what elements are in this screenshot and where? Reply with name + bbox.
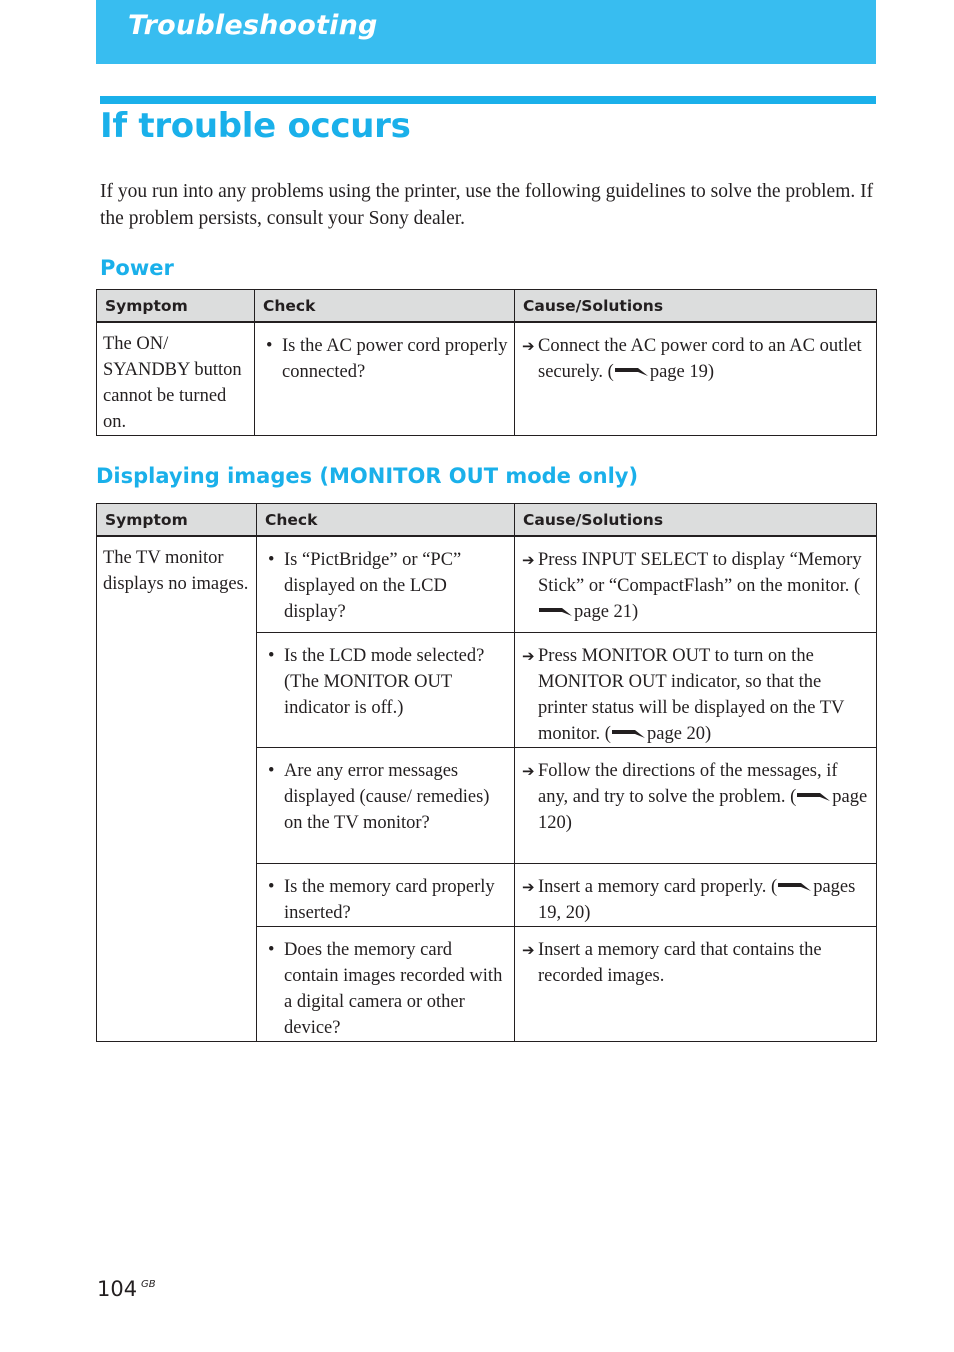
bullet-icon: • — [268, 939, 275, 960]
header-band — [96, 0, 876, 64]
solution-text: Insert a memory card properly. ( — [538, 876, 778, 897]
check-cell — [257, 632, 515, 747]
check-text: Is the memory card properly inserted? — [284, 876, 495, 923]
solution-cell — [515, 322, 877, 436]
check-text: Is the AC power cord properly connected? — [282, 336, 508, 382]
solution-cell — [515, 926, 877, 1041]
title-rule — [100, 96, 876, 104]
solution-text: Press MONITOR OUT to turn on the MONITOR OUT indicator, so that the printer status will be displayed on the TV monitor. ( — [538, 645, 845, 744]
section-header-title: Troubleshooting — [128, 10, 378, 41]
table-row — [97, 322, 877, 436]
intro-paragraph: If you run into any problems using the printer, use the following guidelines to solve the problem. If the problem persists, consult your Sony dealer. — [100, 181, 874, 229]
solution-cell — [515, 632, 877, 747]
column-header-check: Check — [255, 290, 515, 323]
power-table — [96, 289, 877, 436]
solution-text: Press INPUT SELECT to display “Memory Stick” or “CompactFlash” on the monitor. ( — [538, 550, 862, 596]
page-reference: page 19) — [649, 362, 715, 382]
bullet-icon: • — [268, 645, 275, 666]
solution-cell — [515, 747, 877, 863]
page-reference-icon — [614, 364, 650, 378]
page-reference: page 21) — [574, 602, 639, 622]
check-cell — [255, 322, 515, 436]
page-reference: pages 19, 20) — [538, 876, 856, 923]
page-title: If trouble occurs — [100, 106, 411, 146]
solution-text: Connect the AC power cord to an AC outlet securely. ( — [538, 336, 862, 382]
column-header-cause: Cause/Solutions — [515, 290, 877, 323]
check-text: Does the memory card contain images recorded with a digital camera or other device? — [284, 939, 503, 1038]
check-cell — [257, 863, 515, 926]
page-language-code: GB — [141, 1279, 156, 1290]
column-header-symptom: Symptom — [97, 504, 257, 537]
symptom-cell: The ON/ SYANDBY button cannot be turned on. — [97, 322, 255, 436]
solution-cell — [515, 536, 877, 632]
page-reference: page 120) — [538, 786, 868, 833]
arrow-right-icon: ➔ — [522, 761, 535, 780]
section-heading-power: Power — [100, 256, 174, 280]
check-text: Is the LCD mode selected? (The MONITOR OUT indicator is off.) — [284, 645, 485, 718]
page-reference-icon — [611, 726, 647, 740]
solution-text: Insert a memory card that contains the recorded images. — [538, 939, 822, 986]
symptom-cell: The TV monitor displays no images. — [97, 536, 257, 1041]
page-number: 104 — [97, 1277, 138, 1301]
check-cell — [257, 926, 515, 1041]
bullet-icon: • — [268, 760, 275, 781]
check-cell — [257, 747, 515, 863]
page-reference-icon — [538, 604, 574, 618]
column-header-symptom: Symptom — [97, 290, 255, 323]
page-reference-icon — [796, 789, 832, 803]
arrow-right-icon: ➔ — [522, 646, 535, 665]
section-heading-displaying-images: Displaying images (MONITOR OUT mode only) — [96, 464, 639, 488]
table-row — [97, 536, 877, 632]
arrow-right-icon: ➔ — [522, 940, 535, 959]
column-header-check: Check — [257, 504, 515, 537]
display-images-table — [96, 503, 877, 1042]
solution-text: Follow the directions of the messages, if any, and try to solve the problem. ( — [538, 760, 838, 807]
page-reference: page 20) — [646, 723, 712, 744]
bullet-icon: • — [266, 336, 273, 356]
solution-cell — [515, 863, 877, 926]
check-text: Is “PictBridge” or “PC” displayed on the LCD display? — [284, 550, 462, 622]
check-text: Are any error messages displayed (cause/ remedies) on the TV monitor? — [284, 760, 490, 833]
arrow-right-icon: ➔ — [522, 877, 535, 896]
arrow-right-icon: ➔ — [522, 337, 535, 355]
page-reference-icon — [777, 879, 813, 893]
arrow-right-icon: ➔ — [522, 551, 535, 569]
column-header-cause: Cause/Solutions — [515, 504, 877, 537]
bullet-icon: • — [268, 876, 275, 897]
check-cell — [257, 536, 515, 632]
bullet-icon: • — [268, 550, 275, 570]
